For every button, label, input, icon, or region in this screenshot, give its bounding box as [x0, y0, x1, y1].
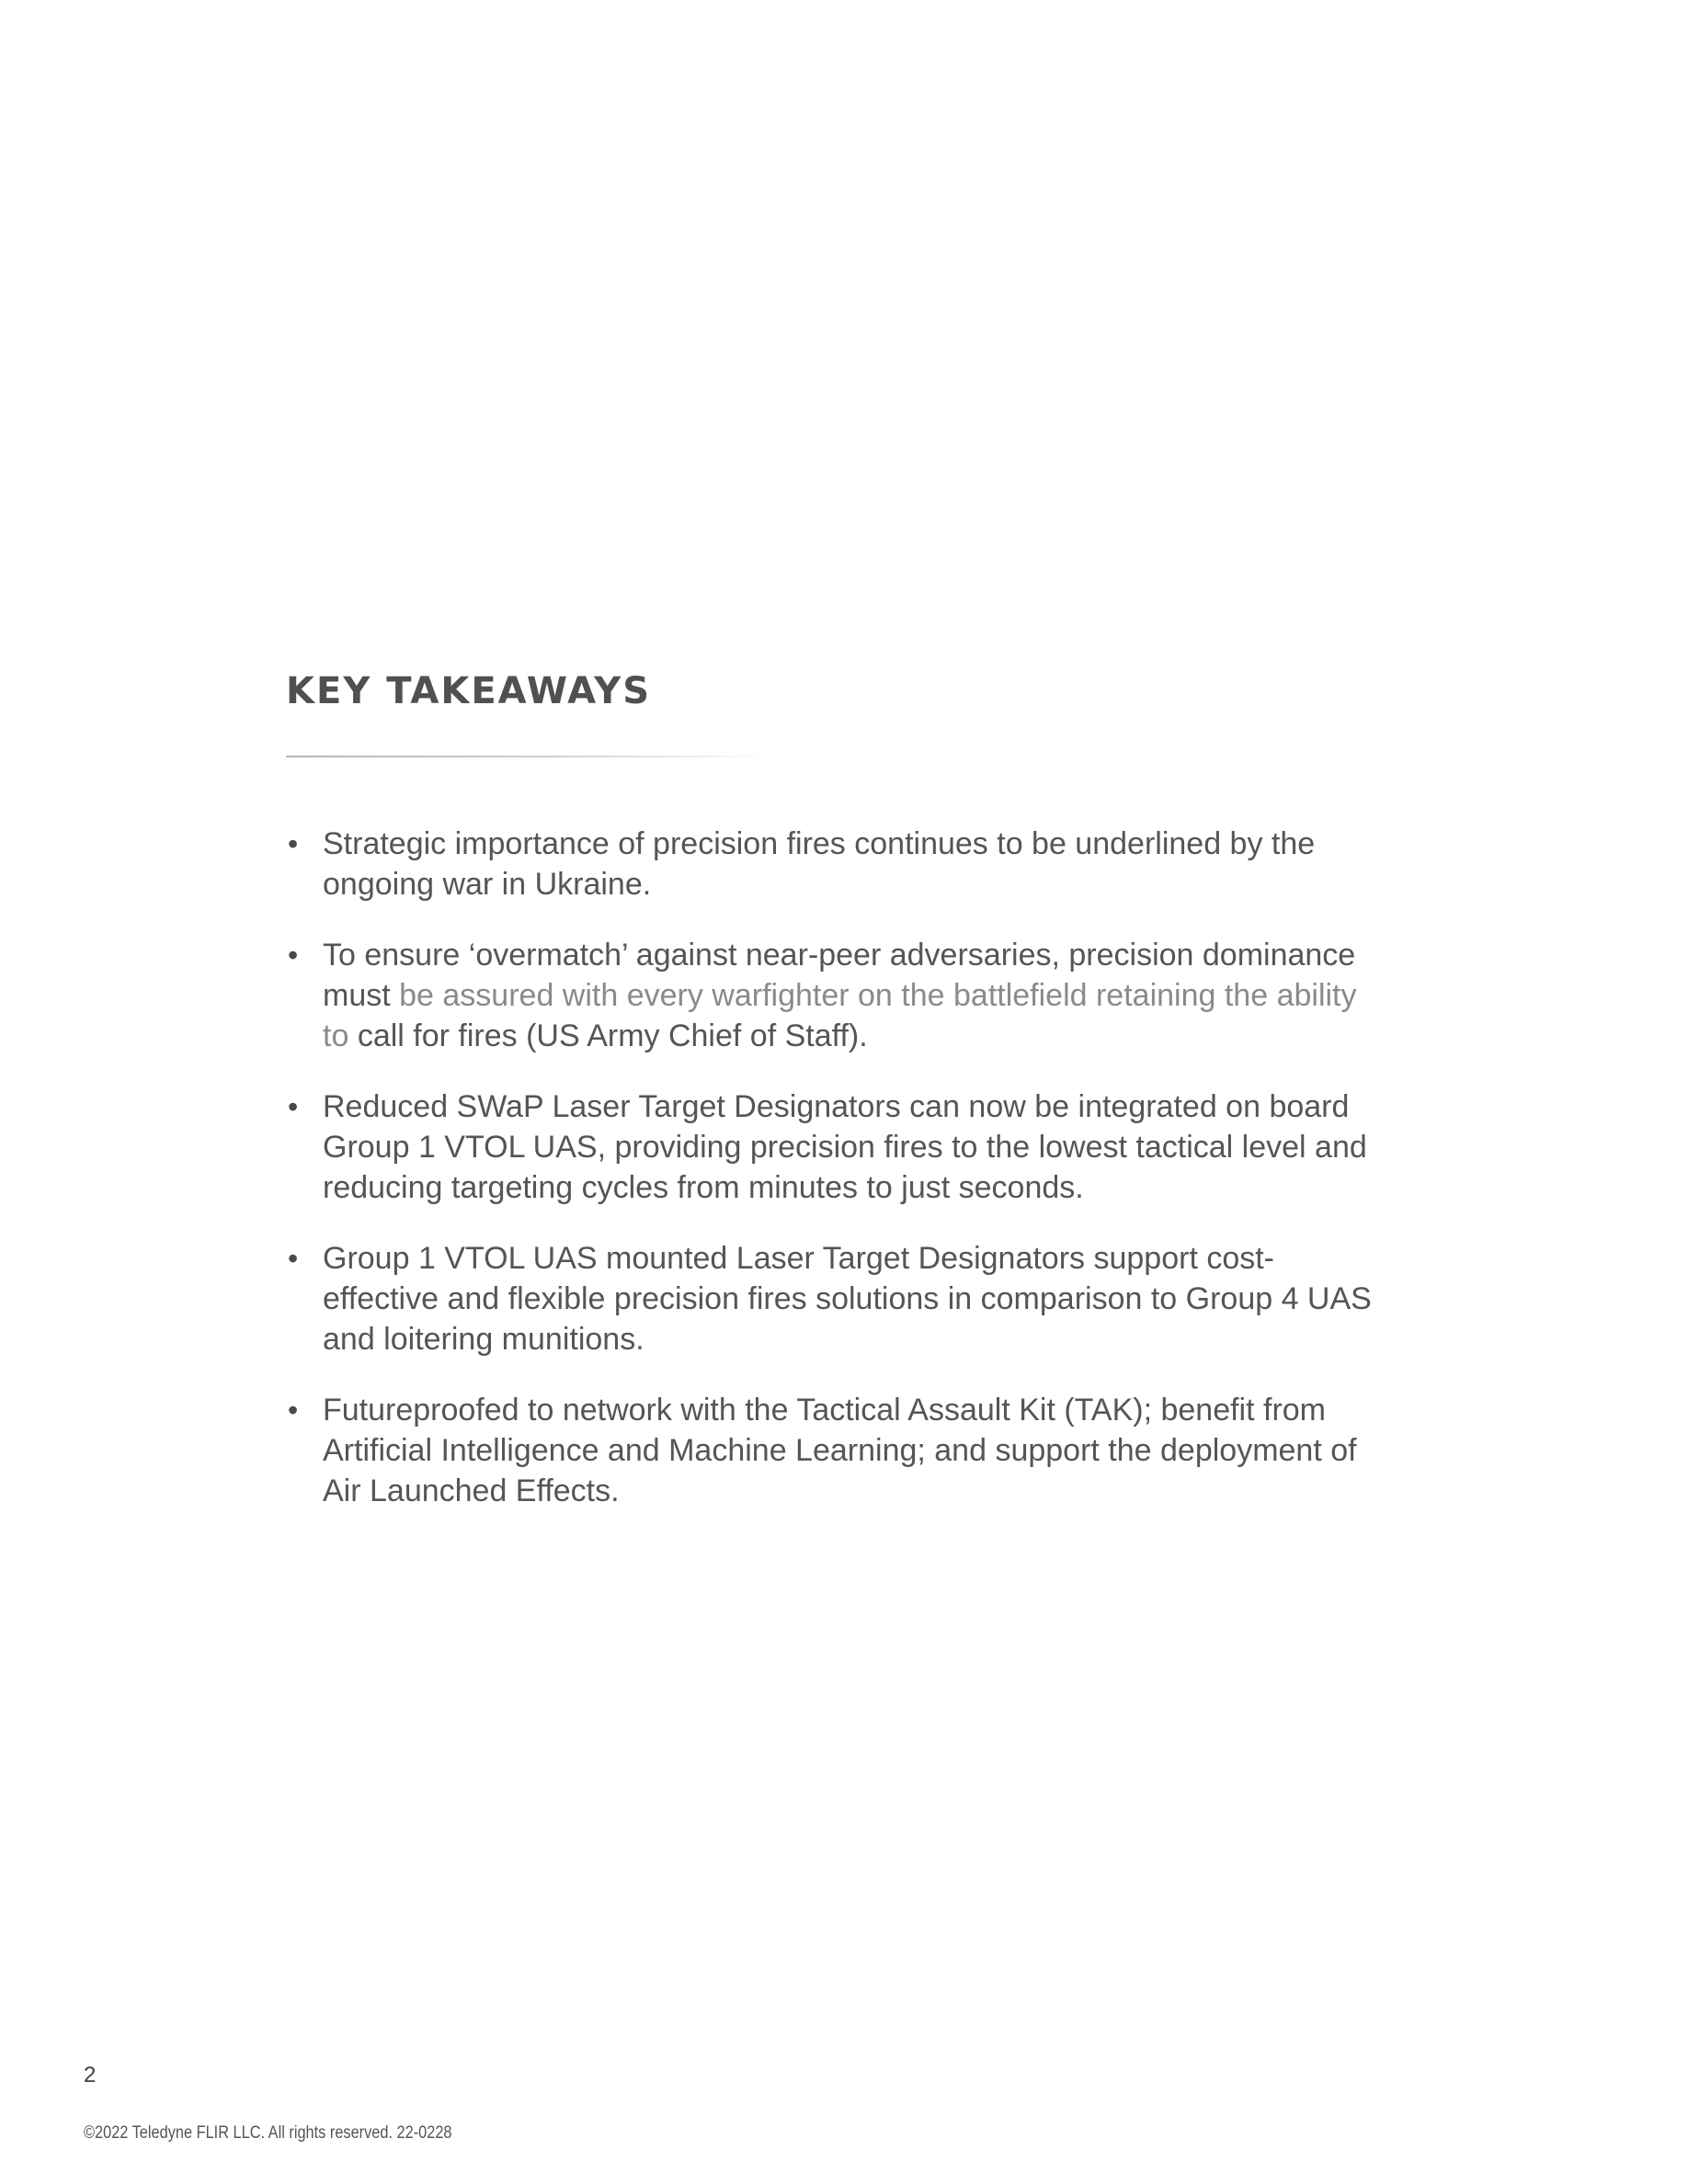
- takeaway-text: To ensure ‘overmatch’ against near-peer adversaries, precision dominance must: [323, 938, 1356, 1013]
- takeaway-item: [286, 1086, 1389, 1208]
- bullet-icon: •: [288, 1242, 299, 1275]
- takeaway-text: call for fires (US Army Chief of Staff).: [357, 1018, 868, 1053]
- takeaway-item: [286, 824, 1389, 904]
- takeaway-text: Reduced SWaP Laser Target Designators can now be integrated on board Group 1 VTOL UAS, providing precision fires to the lowest tactical level and reducing targeting cycles from minutes to just seconds.: [323, 1089, 1367, 1205]
- takeaway-item: [286, 1390, 1389, 1511]
- section-title: KEY TAKEAWAYS: [286, 670, 652, 712]
- takeaway-item: [286, 1238, 1389, 1359]
- takeaway-text: Futureproofed to network with the Tactical Assault Kit (TAK); benefit from Artificial Intelligence and Machine Learning; and support the deployment of Air Launched Effects.: [323, 1393, 1357, 1508]
- title-divider: [286, 756, 773, 757]
- key-takeaways-list: [286, 824, 1389, 1541]
- bullet-icon: •: [288, 938, 299, 972]
- takeaway-item: [286, 935, 1389, 1056]
- bullet-icon: •: [288, 1393, 299, 1427]
- takeaway-text: Strategic importance of precision fires continues to be underlined by the ongoing war in Ukraine.: [323, 826, 1316, 902]
- takeaway-text-faded: be assured with every warfighter on the battlefield retaining the ability to: [323, 978, 1357, 1053]
- takeaway-text: Group 1 VTOL UAS mounted Laser Target Designators support cost-effective and flexible precision fires solutions in comparison to Group 4 UAS and loitering munitions.: [323, 1241, 1372, 1357]
- bullet-icon: •: [288, 1090, 299, 1123]
- bullet-icon: •: [288, 827, 299, 860]
- page-number: 2: [84, 2063, 97, 2087]
- copyright-notice: ©2022 Teledyne FLIR LLC. All rights reserved. 22-0228: [84, 2123, 452, 2143]
